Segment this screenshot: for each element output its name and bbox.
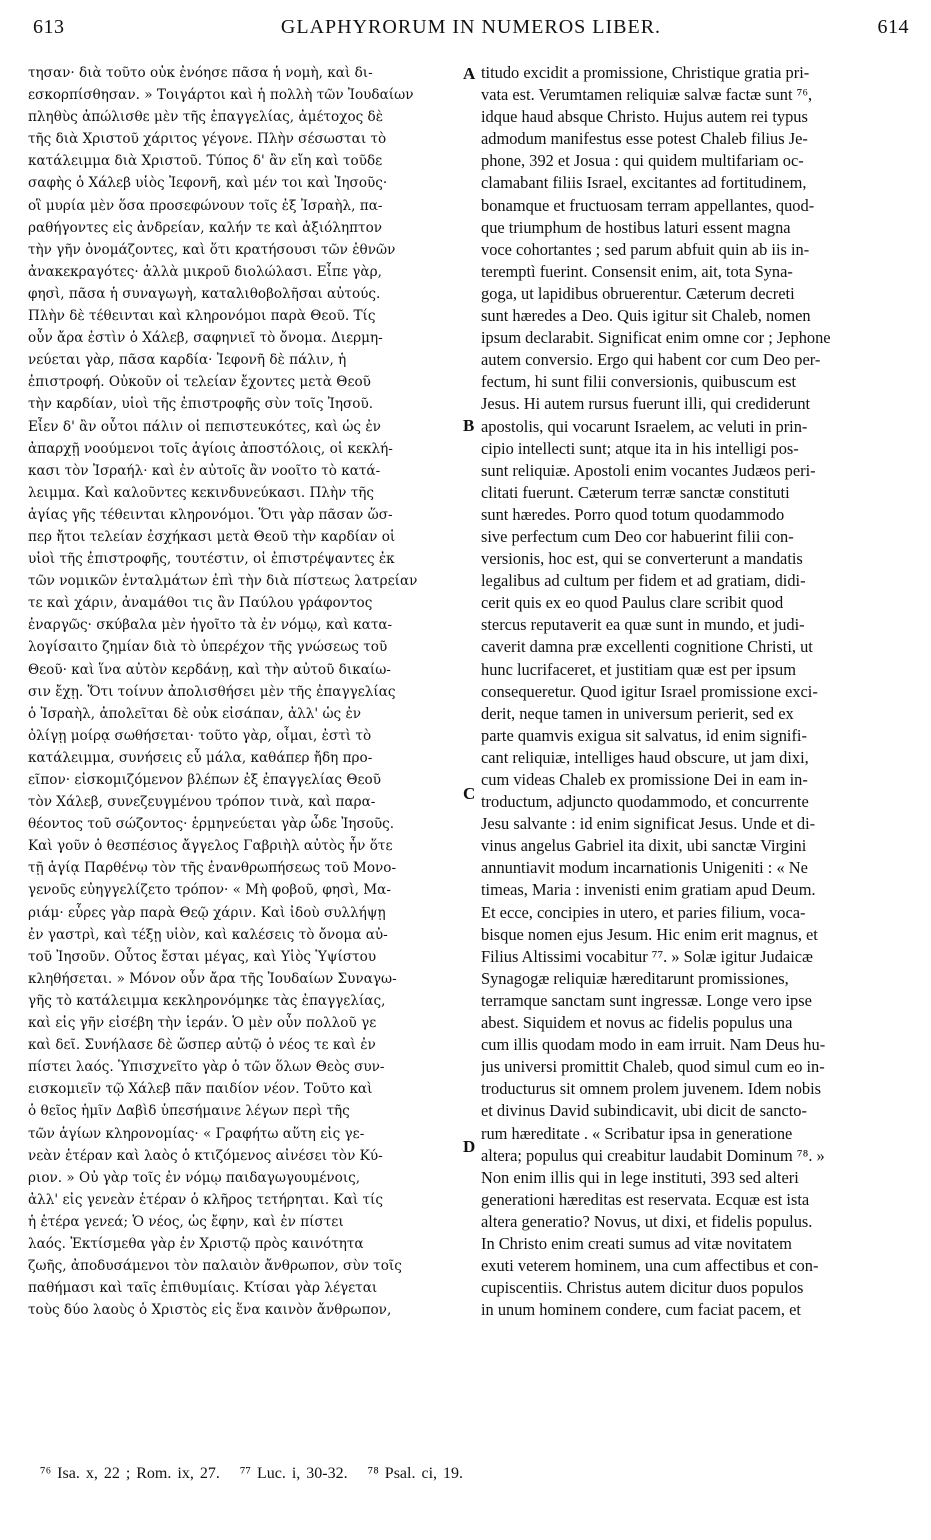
greek-text-line: ὀλίγῃ μοίρᾳ σωθήσεται· τοῦτο γὰρ, οἶμαι, ἐστὶ τὸ [28,727,372,744]
latin-text-line: ipsum declarabit. Significat enim omne cor ; Jephone [481,328,831,348]
latin-text-line: Synagogæ reliquiæ hæreditarunt promissiones, [481,968,789,988]
greek-text-line: οὖν ἄρα ἐστὶν ὁ Χάλεβ, σαφηνιεῖ τὸ ὄνομα. Διερμη- [28,330,383,347]
latin-text-line: cum illis quodam modo in eam irruit. Nam Deus hu- [481,1035,826,1055]
greek-text-line: φησὶ, πᾶσα ἡ συναγωγὴ, καταλιθοβολῆσαι αὐτούς. [28,285,381,302]
greek-text-line: ἐναργῶς· σκύβαλα μὲν ἡγοῖτο τὰ ἐν νόμῳ, καὶ κατα- [28,617,393,634]
latin-text-line: Et ecce, concipies in utero, et paries filium, voca- [481,902,806,922]
greek-text-line: ὁ θεῖος ἡμῖν Δαβὶδ ὑπεσήμαινε λέγων περὶ τῆς [28,1103,350,1120]
footnote-77: ⁷⁷ Luc. i, 30-32. [239,1465,348,1482]
greek-text-line: πληθὺς ἀπώλισθε μὲν τῆς ἐπαγγελίας, ἀμέτοχος δὲ [28,109,384,126]
greek-text-line: περ ἤτοι τελείαν ἐσχήκασι μετὰ Θεοῦ τὴν καρδίαν οἱ [28,528,396,545]
latin-text-line: goga, ut lapidibus obruerentur. Cæterum decreti [481,283,795,303]
latin-text-line: altera; populus qui creabitur laudabit Dominum ⁷⁸. » [481,1145,825,1165]
greek-text-line: τησαν· διὰ τοῦτο οὐκ ἐνόησε πᾶσα ἡ νομὴ, καὶ δι- [28,65,373,81]
greek-column [28,62,456,1321]
latin-text-line: troducturus sit omnem prolem juvenem. Idem nobis [481,1079,822,1099]
greek-text-line: εισκομιεῖν τῷ Χάλεβ πᾶν παιδίον νέον. Τοῦτο καὶ [28,1081,373,1098]
latin-text-line: vinus angelus Gabriel ita dixit, ubi sanctæ Virgini [481,836,807,856]
latin-text-line: Filius Altissimi vocabitur ⁷⁷. » Solæ igitur Judaicæ [481,946,813,966]
greek-text-line: οἳ μυρία μὲν ὅσα προσεφώνουν τοῖς ἐξ Ἰσραὴλ, πα- [28,197,383,214]
latin-text-line: consequeretur. Quod igitur Israel promissione exci- [481,681,818,701]
footnote-78: ⁷⁸ Psal. ci, 19. [367,1465,464,1482]
margin-letter-b: B [463,416,475,435]
latin-text-line: Non enim illis qui in lege instituti, 393 sed alteri [481,1167,799,1187]
greek-text-line: τὴν καρδίαν, υἱοὶ τῆς ἐπιστροφῆς σὺν τοῖς Ἰησοῦ. [28,396,374,413]
page-header [33,10,909,44]
latin-text-line: cupiscentiis. Christus autem dicitur duos populos [481,1278,804,1298]
greek-text-line: τοὺς δύο λαοὺς ὁ Χριστὸς εἰς ἕνα καινὸν ἄνθρωπον, [28,1302,392,1319]
greek-text-line: ζωῆς, ἀποδυσάμενοι τὸν παλαιὸν ἄνθρωπον, σὺν τοῖς [28,1258,402,1275]
latin-text-line: hunc lucrifaceret, et justitiam quæ est per ipsum [481,659,796,679]
latin-text-line: abest. Siquidem et novus ac fidelis populus una [481,1013,793,1033]
latin-text-line: fectum, hi sunt filii conversionis, quibuscum est [481,372,797,392]
greek-text-line: τῶν ἁγίων κληρονομίας· « Γραφήτω αὕτη εἰς γε- [28,1125,365,1142]
greek-text-line: κατάλειμμα διὰ Χριστοῦ. Τύπος δ' ἂν εἴη καὶ τοῦδε [28,153,383,170]
latin-text-line: sunt hæredes. Porro quod totum quodammodo [481,504,785,524]
latin-text-line: cipio intellecti sunt; atque ita in his intelligi pos- [481,438,799,458]
greek-text-line: τῶν νομικῶν ἐνταλμάτων ἐπὶ τὴν διὰ πίστεως λατρείαν [28,573,418,590]
greek-text-line: ἁγίας γῆς τέθεινται κληρονόμοι. Ὅτι γὰρ πᾶσαν ὥσ- [28,506,393,523]
greek-text-line: παθήμασι καὶ ταῖς ἐπιθυμίαις. Κτίσαι γὰρ λέγεται [28,1280,378,1297]
greek-text-line: τε καὶ χάριν, ἀναμάθοι τις ἂν Παύλου γράφοντος [28,595,373,612]
latin-text-line: et divinus David subindicavit, ubi dicit de sancto- [481,1101,807,1121]
latin-text-line: terramque sanctam sunt ingressæ. Longe vero ipse [481,990,812,1010]
latin-text-line: caverit damna præ excellenti cognitione Christi, ut [481,637,813,657]
margin-letter-c: C [463,784,476,803]
latin-text-line: sunt reliquiæ. Apostoli enim vocantes Judæos peri- [481,460,816,480]
latin-text-line: cum videas Chaleb ex promissione Dei in eam in- [481,770,808,789]
greek-text-line: θέοντος τοῦ σώζοντος· ἑρμηνεύεται γὰρ ὧδε Ἰησοῦς. [28,816,395,833]
latin-text-line: idque haud absque Christo. Hujus autem rei typus [481,107,808,127]
footnotes [40,1465,477,1483]
latin-text-line: Jesu salvante : id enim significat Jesus. Unde et di- [481,814,816,834]
latin-text-line: clamabant filiis Israel, excitantes ad fortitudinem, [481,173,807,193]
greek-text-line: Εἶεν δ' ἂν οὗτοι πάλιν οἱ πεπιστευκότες, καὶ ὡς ἐν [28,418,381,435]
latin-text-line: apostolis, qui vocarunt Israelem, ac veluti in prin- [481,416,808,436]
greek-text-line: ἀπαρχῇ νοούμενοι τοῖς ἁγίοις ἀποστόλοις, οἱ κεκλή- [28,440,393,457]
latin-text-line: que triumphum de hostibus laturi essent magna [481,217,791,237]
margin-letter-d: D [463,1137,476,1156]
latin-text-line: bisque nomen ejus Jesum. Hic enim erit magnus, et [481,924,818,944]
latin-text-line: rum hæreditate . « Scribatur ipsa in generatione [481,1123,793,1143]
latin-text-line: autem conversio. Ergo qui habent cor cum Deo per- [481,350,821,370]
greek-text-line: γενοῦς εὐηγγελίζετο τρόπον· « Μὴ φοβοῦ, φησὶ, Μα- [28,882,391,899]
latin-text-line: exuti veterem hominem, una cum affectibus et con- [481,1256,819,1276]
greek-text-line: πίστει λαός. Ὑπισχνεῖτο γὰρ ὁ τῶν ὅλων Θεὸς συν- [28,1059,385,1076]
greek-text-line: τῇ ἁγίᾳ Παρθένῳ τὸν τῆς ἐνανθρωπήσεως τοῦ Μονο- [28,860,397,877]
greek-text-line: ἐν γαστρὶ, καὶ τέξῃ υἱὸν, καὶ καλέσεις τὸ ὄνομα αὐ- [28,926,388,943]
greek-text-line: λογίσαιτο ζημίαν διὰ τὸ ὑπερέχον τῆς γνώσεως τοῦ [28,639,388,656]
greek-text-line: υἱοὶ τῆς ἐπιστροφῆς, τουτέστιν, οἱ ἐπιστρέψαντες ἐκ [28,551,395,568]
greek-text-line: νεὰν ἑτέραν καὶ λαὸς ὁ κτιζόμενος αἰνέσει τὸν Κύ- [28,1147,383,1164]
latin-text-line: sive perfectum cum Deo cor habuerint filii con- [481,526,794,546]
greek-text-line: Θεοῦ· καὶ ἵνα αὐτὸν κερδάνῃ, καὶ τὴν αὐτοῦ δικαίω- [28,661,391,678]
latin-text-line: timeas, Maria : invenisti enim gratiam apud Deum. [481,880,816,900]
latin-text-line: jus universi promittit Chaleb, quod simul cum eo in- [481,1057,825,1077]
greek-text-line: τῆς διὰ Χριστοῦ χάριτος γέγονε. Πλὴν σέσωσται τὸ [28,131,387,148]
latin-text-line: voce cohortantes ; sed parum abfuit quin ab iis in- [481,239,810,259]
greek-text-line: σιν ἔχῃ. Ὅτι τοίνυν ἀπολισθήσει μὲν τῆς ἐπαγγελίας [28,683,396,700]
greek-text-line: νεύεται γὰρ, πᾶσα καρδία· Ἰεφονῆ δὲ πάλιν, ἡ [28,352,347,369]
latin-text-line: in unum hominem condere, cum faciat pacem, et [481,1300,801,1320]
running-title: GLAPHYRORUM IN NUMEROS LIBER. [280,15,662,38]
latin-text-line: altera generatio? Novus, ut dixi, et fidelis populus. [481,1211,813,1231]
page-number-right: 614 [877,15,909,38]
greek-text-line: κληθήσεται. » Μόνον οὖν ἄρα τῆς Ἰουδαίων Συναγω- [28,970,397,987]
greek-text-line: ραθήγοντες εἰς ἀνδρείαν, καλήν τε καὶ ἀξιόληπτον [28,219,383,236]
greek-text-line: ριάμ· εὗρες γὰρ παρὰ Θεῷ χάριν. Καὶ ἰδοὺ συλλήψῃ [28,904,386,921]
latin-text-line: Jesus. Hi autem rursus fuerunt illi, qui crediderunt [481,394,811,414]
latin-text-line: In Christo enim creati sumus ad vitæ novitatem [481,1233,792,1253]
latin-text-line: cant reliquiæ, intelliges haud obscure, ut jam dixi, [481,747,809,767]
greek-text-line: γῆς τὸ κατάλειμμα κεκληρονόμηκε τὰς ἐπαγγελίας, [28,992,386,1009]
greek-text-line: τὴν γῆν ὀνομάζοντες, καὶ ὅτι κρατήσουσι τῶν ἐθνῶν [28,241,396,258]
greek-text-line: ὁ Ἰσραὴλ, ἀπολεῖται δὲ οὐκ εἰσάπαν, ἀλλ' ὡς ἐν [28,705,362,722]
latin-text-line: bonamque et fructuosam terram appellantes, quod- [481,195,815,215]
latin-text-line: legalibus ad cultum per fidem et ad gratiam, didi- [481,571,806,591]
page-number-left: 613 [33,15,65,38]
latin-column [481,62,905,1321]
greek-text-line: καὶ δεῖ. Συνήλασε δὲ ὥσπερ αὐτῷ ὁ νέος τε καὶ ἐν [28,1037,376,1054]
latin-text-line: clitati fuerunt. Cæterum terræ sanctæ constituti [481,482,790,502]
latin-text-line: generationi hæreditas est reservata. Ecquæ est ista [481,1189,810,1209]
greek-text-line: ἐπιστροφή. Οὐκοῦν οἱ τελείαν ἔχοντες μετὰ Θεοῦ [28,374,371,391]
greek-text-line: λειμμα. Καὶ καλοῦντες κεκινδυνεύκασι. Πλὴν τῆς [28,484,375,501]
greek-text-line: ἀνακεκραγότες· ἀλλὰ μικροῦ διολώλασι. Εἶπε γὰρ, [28,263,382,280]
latin-text-line: troductum, adjuncto quodammodo, et concurrente [481,792,809,812]
latin-text-line: annuntiavit modum incarnationis Unigeniti : « Ne [481,858,808,878]
greek-text-line: ἀλλ' εἰς γενεὰν ἑτέραν ὁ κλῆρος τετήρηται. Καὶ τίς [28,1191,383,1208]
greek-text-line: καὶ εἰς γῆν εἰσέβη τὴν ἱεράν. Ὁ μὲν οὖν πολλοῦ γε [28,1015,377,1032]
latin-text-line: versionis, hoc est, qui se converterunt a mandatis [481,549,803,569]
greek-text-line: κατάλειμμα, συνήσεις εὖ μάλα, καθάπερ ἤδη προ- [28,749,373,766]
latin-text-line: cerit quis ex eo quod Paulus clare scribit quod [481,593,784,613]
latin-text-line: titudo excidit a promissione, Christique gratia pri- [481,63,810,82]
greek-text-line: εῖπον· εἰσκομιζόμενον βλέπων ἐξ ἐπαγγελίας Θεοῦ [28,772,381,788]
margin-letter-a: A [463,64,476,83]
greek-text-line: σαφὴς ὁ Χάλεβ υἱὸς Ἰεφονῆ, καὶ μέν τοι καὶ Ἰησοῦς· [28,175,388,192]
latin-text-line: sunt hæredes a Deo. Quis igitur sit Chaleb, nomen [481,306,811,326]
latin-text-line: phone, 392 et Josua : qui quidem multifariam oc- [481,151,804,171]
greek-text-line: Καὶ γοῦν ὁ θεσπέσιος ἄγγελος Γαβριὴλ αὐτὸς ἦν ὅτε [28,838,393,855]
greek-text-line: λαός. Ἐκτίσμεθα γὰρ ἐν Χριστῷ πρὸς καινότητα [28,1235,364,1252]
latin-text-line: stercus reputaverit ea quæ sunt in mundo, et judi- [481,615,805,635]
latin-text-line: parte quamvis exigua sit salvatus, id enim signifi- [481,725,807,745]
latin-text-line: derit, neque tamen in universum perierit, sed ex [481,703,794,723]
greek-text-line: τὸν Χάλεβ, συνεζευγμένου τρόπον τινὰ, καὶ παρα- [28,794,376,811]
greek-text-line: εσκορπίσθησαν. » Τοιγάρτοι καὶ ἡ πολλὴ τῶν Ἰουδαίων [28,87,414,104]
latin-text-line: teremptì fuerint. Consensit enim, ait, tota Syna- [481,261,793,281]
greek-text-line: ἡ ἑτέρα γενεά; Ὁ νέος, ὡς ἔφην, καὶ ἐν πίστει [28,1213,344,1230]
latin-text-line: admodum manifestus esse potest Chaleb filius Je- [481,129,808,149]
greek-text-line: ριον. » Οὐ γὰρ τοῖς ἐν νόμῳ παιδαγωγουμένοις, [28,1169,361,1186]
greek-text-line: τοῦ Ἰησοῦν. Οὗτος ἔσται μέγας, καὶ Υἱὸς Ὑψίστου [28,948,377,965]
greek-text-line: κασι τὸν Ἰσραήλ· καὶ ἐν αὐτοῖς ἂν νοοῖτο τὸ κατά- [28,462,381,479]
footnote-76: ⁷⁶ Isa. x, 22 ; Rom. ix, 27. [40,1465,220,1482]
latin-text-line: vata est. Verumtamen reliquiæ salvæ factæ sunt ⁷⁶, [481,85,813,105]
greek-text-line: Πλὴν δὲ τέθεινται καὶ κληρονόμοι παρὰ Θεοῦ. Τίς [28,308,376,325]
